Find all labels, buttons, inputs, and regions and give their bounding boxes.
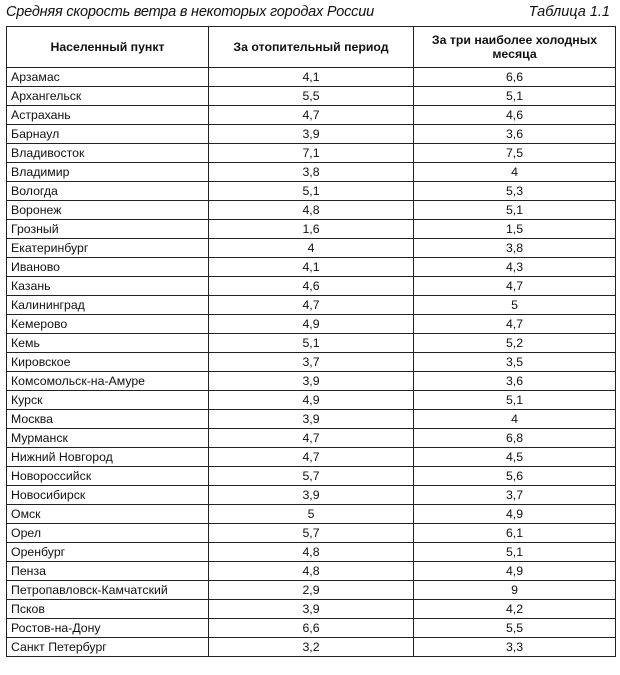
table-row [7, 201, 616, 220]
city-cell: Нижний Новгород [7, 448, 209, 467]
heating-value-cell: 4 [209, 239, 414, 258]
table-row [7, 505, 616, 524]
city-cell: Архангельск [7, 87, 209, 106]
cold-value-cell: 4 [414, 163, 616, 182]
heating-value-cell: 4,1 [209, 68, 414, 87]
table-row [7, 277, 616, 296]
table-row [7, 372, 616, 391]
table-row [7, 486, 616, 505]
city-cell: Кемерово [7, 315, 209, 334]
heating-value-cell: 4,1 [209, 258, 414, 277]
table-row [7, 106, 616, 125]
header-city: Населенный пункт [7, 27, 209, 68]
heating-value-cell: 5,7 [209, 467, 414, 486]
heating-value-cell: 3,9 [209, 600, 414, 619]
table-row [7, 163, 616, 182]
city-cell: Орел [7, 524, 209, 543]
city-cell: Псков [7, 600, 209, 619]
heating-value-cell: 4,9 [209, 391, 414, 410]
cold-value-cell: 5,3 [414, 182, 616, 201]
table-body [7, 68, 616, 657]
city-cell: Астрахань [7, 106, 209, 125]
heating-value-cell: 3,9 [209, 125, 414, 144]
table-row [7, 315, 616, 334]
cold-value-cell: 4,6 [414, 106, 616, 125]
cold-value-cell: 5,5 [414, 619, 616, 638]
heating-value-cell: 5,5 [209, 87, 414, 106]
city-cell: Казань [7, 277, 209, 296]
city-cell: Мурманск [7, 429, 209, 448]
cold-value-cell: 4,7 [414, 277, 616, 296]
city-cell: Калининград [7, 296, 209, 315]
cold-value-cell: 5 [414, 296, 616, 315]
table-row [7, 125, 616, 144]
city-cell: Новосибирск [7, 486, 209, 505]
header-row [7, 27, 616, 68]
city-cell: Новороссийск [7, 467, 209, 486]
table-row [7, 600, 616, 619]
table-label: Таблица 1.1 [528, 4, 610, 20]
cold-value-cell: 5,1 [414, 391, 616, 410]
table-row [7, 296, 616, 315]
table-row [7, 410, 616, 429]
cold-value-cell: 3,7 [414, 486, 616, 505]
cold-value-cell: 4,3 [414, 258, 616, 277]
cold-value-cell: 1,5 [414, 220, 616, 239]
city-cell: Вологда [7, 182, 209, 201]
heating-value-cell: 4,7 [209, 448, 414, 467]
heating-value-cell: 5,1 [209, 334, 414, 353]
table-row [7, 68, 616, 87]
table-row [7, 258, 616, 277]
heating-value-cell: 3,9 [209, 372, 414, 391]
table-row [7, 220, 616, 239]
table-row [7, 562, 616, 581]
cold-value-cell: 5,1 [414, 543, 616, 562]
table-row [7, 239, 616, 258]
header-cold-months: За три наиболее холодных месяца [414, 27, 616, 68]
cold-value-cell: 6,6 [414, 68, 616, 87]
cold-value-cell: 3,6 [414, 125, 616, 144]
heating-value-cell: 4,9 [209, 315, 414, 334]
cold-value-cell: 6,8 [414, 429, 616, 448]
city-cell: Владивосток [7, 144, 209, 163]
heating-value-cell: 4,7 [209, 296, 414, 315]
heating-value-cell: 2,9 [209, 581, 414, 600]
heating-value-cell: 5,1 [209, 182, 414, 201]
cold-value-cell: 5,1 [414, 201, 616, 220]
table-title: Средняя скорость ветра в некоторых городах России [6, 4, 374, 20]
table-row [7, 619, 616, 638]
city-cell: Грозный [7, 220, 209, 239]
city-cell: Комсомольск-на-Амуре [7, 372, 209, 391]
heating-value-cell: 3,9 [209, 486, 414, 505]
city-cell: Арзамас [7, 68, 209, 87]
heating-value-cell: 4,8 [209, 562, 414, 581]
heating-value-cell: 4,7 [209, 429, 414, 448]
city-cell: Воронеж [7, 201, 209, 220]
city-cell: Владимир [7, 163, 209, 182]
heating-value-cell: 4,8 [209, 543, 414, 562]
cold-value-cell: 3,8 [414, 239, 616, 258]
city-cell: Кемь [7, 334, 209, 353]
table-row [7, 87, 616, 106]
heating-value-cell: 3,7 [209, 353, 414, 372]
cold-value-cell: 3,3 [414, 638, 616, 657]
table-row [7, 543, 616, 562]
cold-value-cell: 4,9 [414, 562, 616, 581]
cold-value-cell: 5,6 [414, 467, 616, 486]
city-cell: Оренбург [7, 543, 209, 562]
city-cell: Пенза [7, 562, 209, 581]
cold-value-cell: 6,1 [414, 524, 616, 543]
table-row [7, 391, 616, 410]
city-cell: Курск [7, 391, 209, 410]
cold-value-cell: 7,5 [414, 144, 616, 163]
heating-value-cell: 3,2 [209, 638, 414, 657]
cold-value-cell: 4 [414, 410, 616, 429]
city-cell: Петропавловск-Камчатский [7, 581, 209, 600]
cold-value-cell: 5,1 [414, 87, 616, 106]
city-cell: Москва [7, 410, 209, 429]
heating-value-cell: 3,9 [209, 410, 414, 429]
city-cell: Екатеринбург [7, 239, 209, 258]
city-cell: Омск [7, 505, 209, 524]
header-heating-period: За отопительный период [209, 27, 414, 68]
cold-value-cell: 4,5 [414, 448, 616, 467]
wind-speed-table [6, 26, 616, 657]
heating-value-cell: 4,8 [209, 201, 414, 220]
cold-value-cell: 4,9 [414, 505, 616, 524]
heating-value-cell: 4,6 [209, 277, 414, 296]
table-row [7, 182, 616, 201]
city-cell: Санкт Петербург [7, 638, 209, 657]
cold-value-cell: 4,7 [414, 315, 616, 334]
caption-row [6, 2, 614, 24]
heating-value-cell: 3,8 [209, 163, 414, 182]
table-row [7, 334, 616, 353]
table-row [7, 524, 616, 543]
cold-value-cell: 3,5 [414, 353, 616, 372]
table-row [7, 467, 616, 486]
cold-value-cell: 5,2 [414, 334, 616, 353]
heating-value-cell: 4,7 [209, 106, 414, 125]
table-row [7, 448, 616, 467]
table-row [7, 353, 616, 372]
heating-value-cell: 1,6 [209, 220, 414, 239]
cold-value-cell: 4,2 [414, 600, 616, 619]
city-cell: Ростов-на-Дону [7, 619, 209, 638]
heating-value-cell: 5 [209, 505, 414, 524]
heating-value-cell: 6,6 [209, 619, 414, 638]
city-cell: Иваново [7, 258, 209, 277]
heating-value-cell: 7,1 [209, 144, 414, 163]
heating-value-cell: 5,7 [209, 524, 414, 543]
cold-value-cell: 9 [414, 581, 616, 600]
city-cell: Барнаул [7, 125, 209, 144]
table-row [7, 144, 616, 163]
table-row [7, 581, 616, 600]
table-row [7, 638, 616, 657]
table-row [7, 429, 616, 448]
city-cell: Кировское [7, 353, 209, 372]
cold-value-cell: 3,6 [414, 372, 616, 391]
